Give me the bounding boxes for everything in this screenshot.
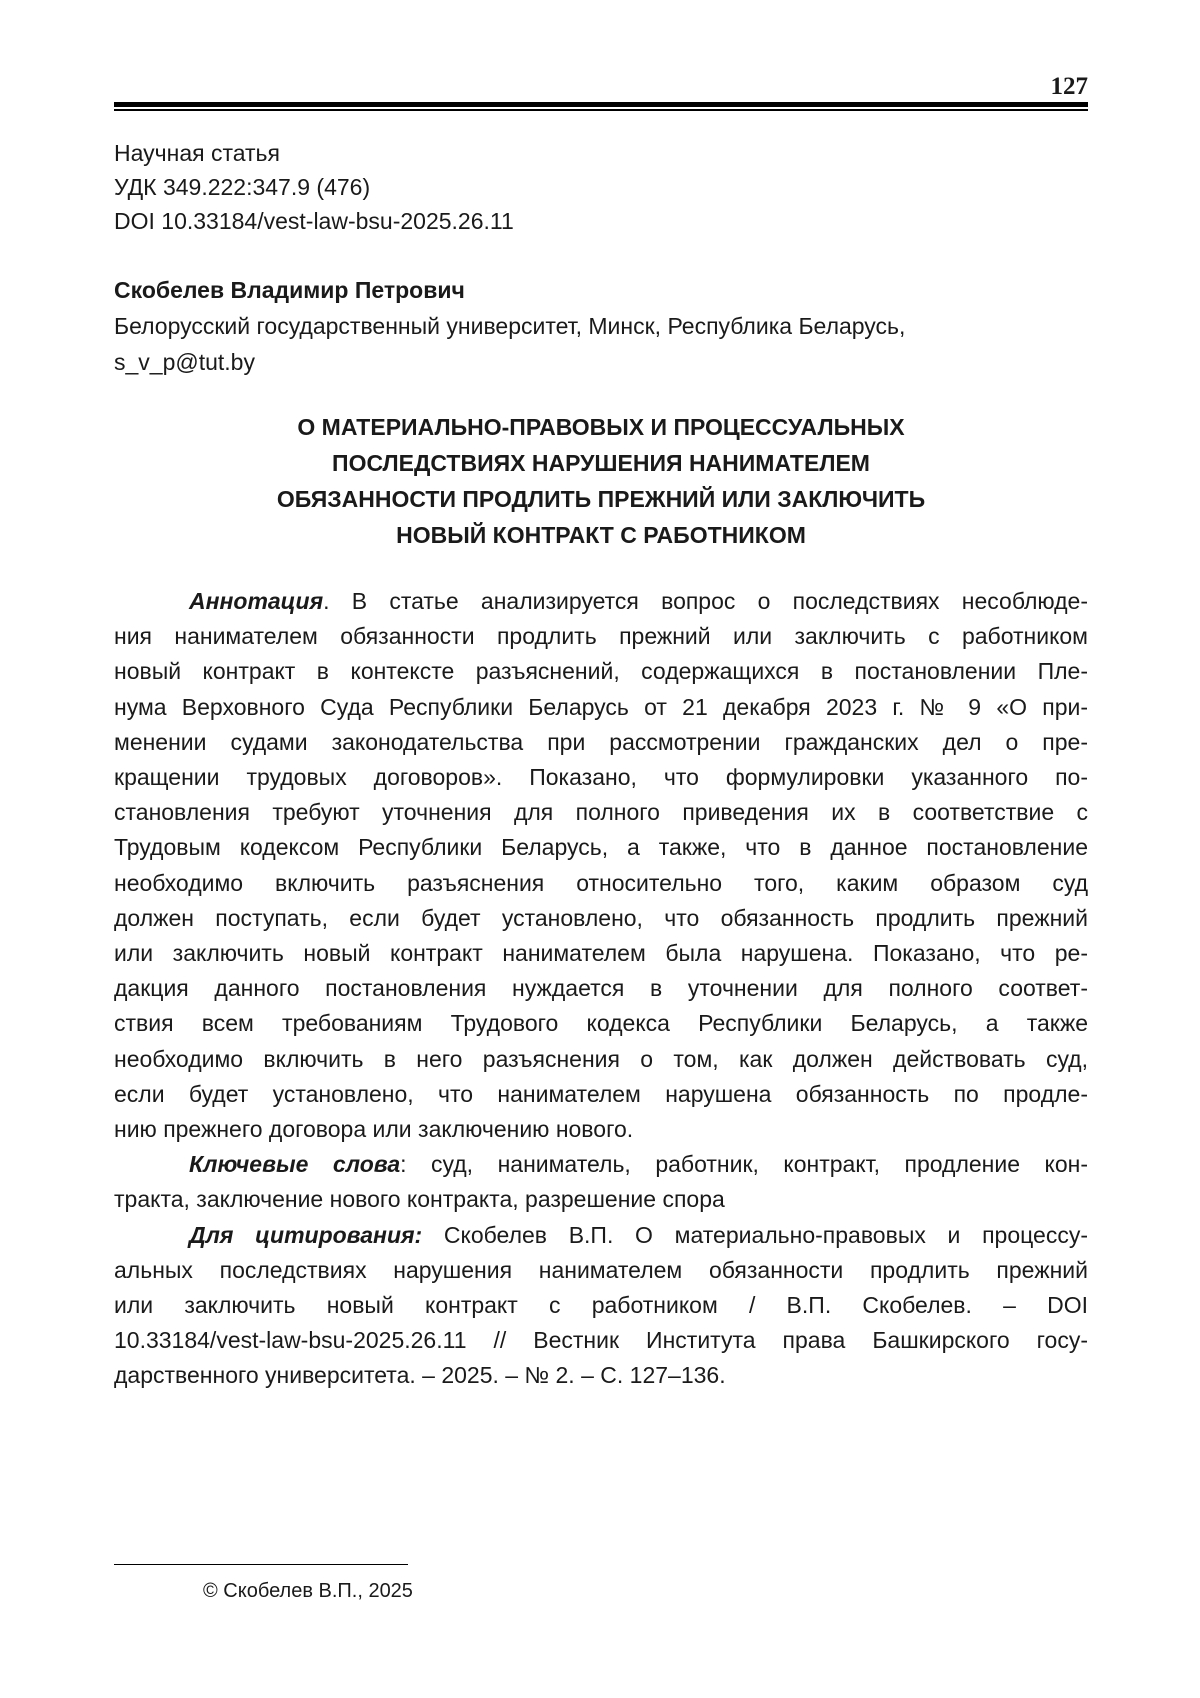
annotation-line: ния нанимателем обязанности продлить прежний или заключить с работником — [114, 623, 1088, 650]
citation-line: Для цитирования: Скобелев В.П. О материально-правовых и процессу- — [189, 1221, 1088, 1248]
annotation-line: дакция данного постановления нуждается в уточнении для полного соответ- — [114, 975, 1088, 1002]
annotation-label: Аннотация — [189, 588, 324, 614]
keywords-label: Ключевые слова — [189, 1151, 401, 1178]
annotation-line: если будет установлено, что нанимателем нарушена обязанность по продле- — [114, 1080, 1088, 1107]
doi: DOI 10.33184/vest-law-bsu-2025.26.11 — [114, 208, 514, 234]
annotation-line: необходимо включить в него разъяснения о том, как должен действовать суд, — [114, 1045, 1088, 1072]
article-body — [114, 584, 1088, 1394]
annotation-line: кращении трудовых договоров». Показано, что формулировки указанного по- — [114, 764, 1088, 791]
title-line: ПОСЛЕДСТВИЯХ НАРУШЕНИЯ НАНИМАТЕЛЕМ — [332, 450, 870, 476]
annotation-line: нию прежнего договора или заключению нового. — [114, 1116, 634, 1143]
annotation-line: или заключить новый контракт нанимателем была нарушена. Показано, что ре- — [114, 940, 1088, 967]
title-line: О МАТЕРИАЛЬНО-ПРАВОВЫХ И ПРОЦЕССУАЛЬНЫХ — [297, 414, 905, 440]
udc-code: УДК 349.222:347.9 (476) — [114, 174, 371, 200]
annotation-line: должен поступать, если будет установлено, что обязанность продлить прежний — [114, 904, 1088, 931]
citation-line: дарственного университета. – 2025. – № 2. – С. 127–136. — [114, 1362, 726, 1389]
keywords-line: тракта, заключение нового контракта, разрешение спора — [114, 1186, 725, 1213]
page-number: 127 — [1050, 73, 1088, 100]
annotation-line: Трудовым кодексом Республики Беларусь, а также, что в данное постановление — [114, 834, 1088, 861]
citation-label: Для цитирования: — [189, 1221, 423, 1248]
footnote-rule — [114, 1564, 408, 1565]
author-email: s_v_p@tut.by — [114, 349, 255, 375]
citation-line: альных последствиях нарушения нанимателем обязанности продлить прежний — [114, 1256, 1088, 1283]
annotation-line: Аннотация. В статье анализируется вопрос о последствиях несоблюде- — [189, 588, 1088, 614]
citation-line: 10.33184/vest-law-bsu-2025.26.11 // Вестник Института права Башкирского госу- — [114, 1327, 1088, 1354]
author-affiliation: Белорусский государственный университет, Минск, Республика Беларусь, — [114, 313, 906, 339]
annotation-line: становления требуют уточнения для полного приведения их в соответствие с — [114, 799, 1088, 826]
citation-line: или заключить новый контракт с работником / В.П. Скобелев. – DOI — [114, 1292, 1088, 1319]
header-rule-thin — [114, 109, 1088, 111]
annotation-line: менении судами законодательства при рассмотрении гражданских дел о пре- — [114, 728, 1088, 755]
annotation-line: ствия всем требованиям Трудового кодекса Республики Беларусь, а также — [114, 1010, 1088, 1037]
header-rule-thick — [114, 102, 1088, 107]
author-block — [114, 272, 1088, 380]
footnote-copyright: © Скобелев В.П., 2025 — [203, 1580, 413, 1602]
article-meta — [114, 136, 514, 238]
keywords-line: Ключевые слова: суд, наниматель, работник, контракт, продление кон- — [189, 1151, 1088, 1178]
article-title — [114, 409, 1088, 553]
annotation-line: необходимо включить разъяснения относительно того, каким образом суд — [114, 869, 1088, 896]
title-line: НОВЫЙ КОНТРАКТ С РАБОТНИКОМ — [396, 522, 806, 548]
title-line: ОБЯЗАННОСТИ ПРОДЛИТЬ ПРЕЖНИЙ ИЛИ ЗАКЛЮЧИТЬ — [276, 486, 926, 512]
annotation-line: нума Верховного Суда Республики Беларусь от 21 декабря 2023 г. № 9 «О при- — [114, 693, 1088, 720]
author-name: Скобелев Владимир Петрович — [114, 277, 465, 303]
article-type: Научная статья — [114, 140, 280, 166]
annotation-line: новый контракт в контексте разъяснений, содержащихся в постановлении Пле- — [114, 658, 1088, 685]
